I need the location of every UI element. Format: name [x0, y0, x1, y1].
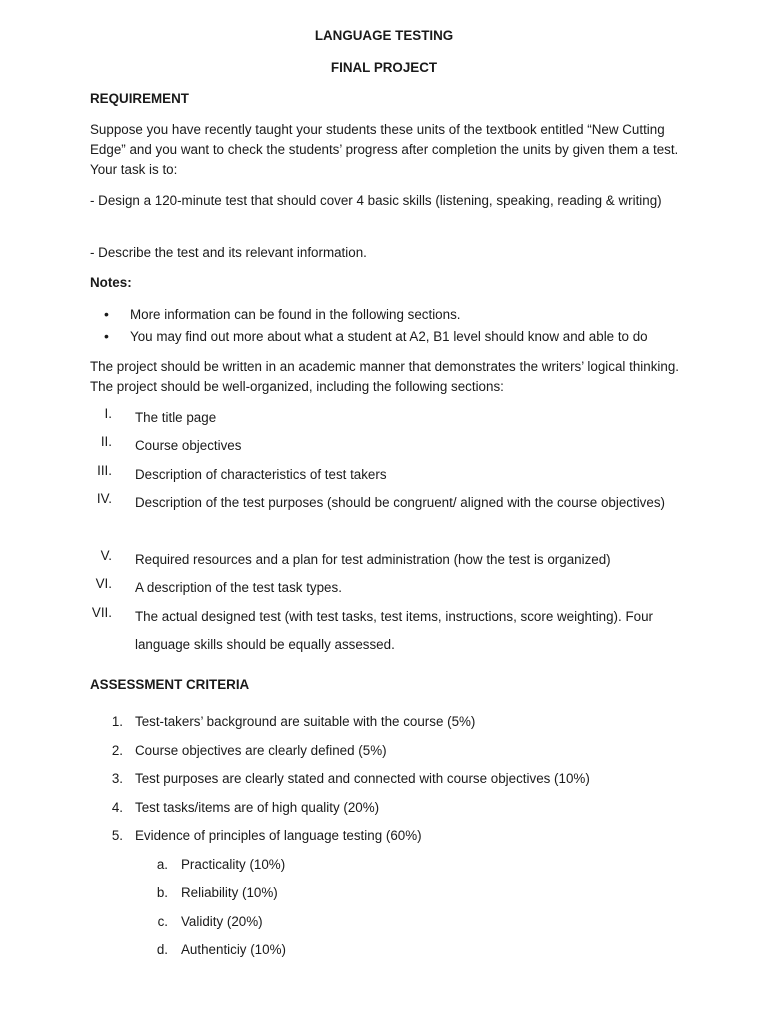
bullet-icon: • [104, 328, 109, 344]
section-marker: I. [104, 406, 112, 421]
principle-text: Validity (20%) [181, 914, 263, 929]
criterion-text: Test purposes are clearly stated and connected with course objectives (10%) [135, 771, 590, 786]
principle-marker: d. [156, 942, 168, 957]
requirement-intro: Suppose you have recently taught your students these units of the textbook entitled “New Cutting Edge” and you want to check the students’ progress after completion the units by given them a test. Your task is to: [90, 122, 679, 177]
principle-marker: a. [156, 857, 168, 872]
section-text: The actual designed test (with test tasks, test items, instructions, score weighting). Four language skills should be equally assessed. [135, 609, 653, 652]
principle-text: Practicality (10%) [181, 857, 286, 872]
requirement-heading: REQUIREMENT [90, 91, 189, 106]
section-marker: V. [100, 548, 112, 563]
section-text: Description of the test purposes (should be congruent/ aligned with the course objectives) [135, 495, 665, 510]
principle-marker: c. [157, 914, 168, 929]
section-marker: III. [97, 463, 112, 478]
document-title: LANGUAGE TESTING [314, 28, 454, 43]
section-text: A description of the test task types. [135, 580, 342, 595]
criterion-text: Evidence of principles of language testing (60%) [135, 828, 422, 843]
section-marker: VII. [91, 605, 112, 620]
principle-text: Reliability (10%) [181, 885, 278, 900]
principle-marker: b. [156, 885, 168, 900]
criterion-text: Course objectives are clearly defined (5%) [135, 743, 387, 758]
section-marker: IV. [96, 491, 112, 506]
section-marker: VI. [95, 576, 112, 591]
note-text: More information can be found in the following sections. [130, 307, 461, 322]
section-text: The title page [135, 410, 217, 425]
section-text: Required resources and a plan for test administration (how the test is organized) [135, 552, 611, 567]
project-intro: The project should be written in an academic manner that demonstrates the writers’ logical thinking. The project should be well-organized, including the following sections: [90, 359, 679, 394]
criterion-marker: 4. [111, 800, 123, 815]
criterion-marker: 2. [111, 743, 123, 758]
criterion-text: Test-takers’ background are suitable with the course (5%) [135, 714, 476, 729]
principle-text: Authenticiy (10%) [181, 942, 286, 957]
criterion-text: Test tasks/items are of high quality (20%) [135, 800, 380, 815]
note-text: You may find out more about what a student at A2, B1 level should know and able to do [130, 329, 648, 344]
criterion-marker: 1. [111, 714, 123, 729]
requirement-task-describe: - Describe the test and its relevant information. [90, 245, 367, 260]
section-marker: II. [100, 434, 112, 449]
document-subtitle: FINAL PROJECT [330, 60, 438, 75]
requirement-task-design: - Design a 120-minute test that should cover 4 basic skills (listening, speaking, reading & writing) [90, 193, 662, 208]
section-text: Description of characteristics of test takers [135, 467, 387, 482]
bullet-icon: • [104, 306, 109, 322]
notes-heading: Notes: [90, 275, 132, 290]
criterion-marker: 3. [111, 771, 123, 786]
section-text: Course objectives [135, 438, 242, 453]
assessment-heading: ASSESSMENT CRITERIA [90, 677, 250, 692]
criterion-marker: 5. [111, 828, 123, 843]
